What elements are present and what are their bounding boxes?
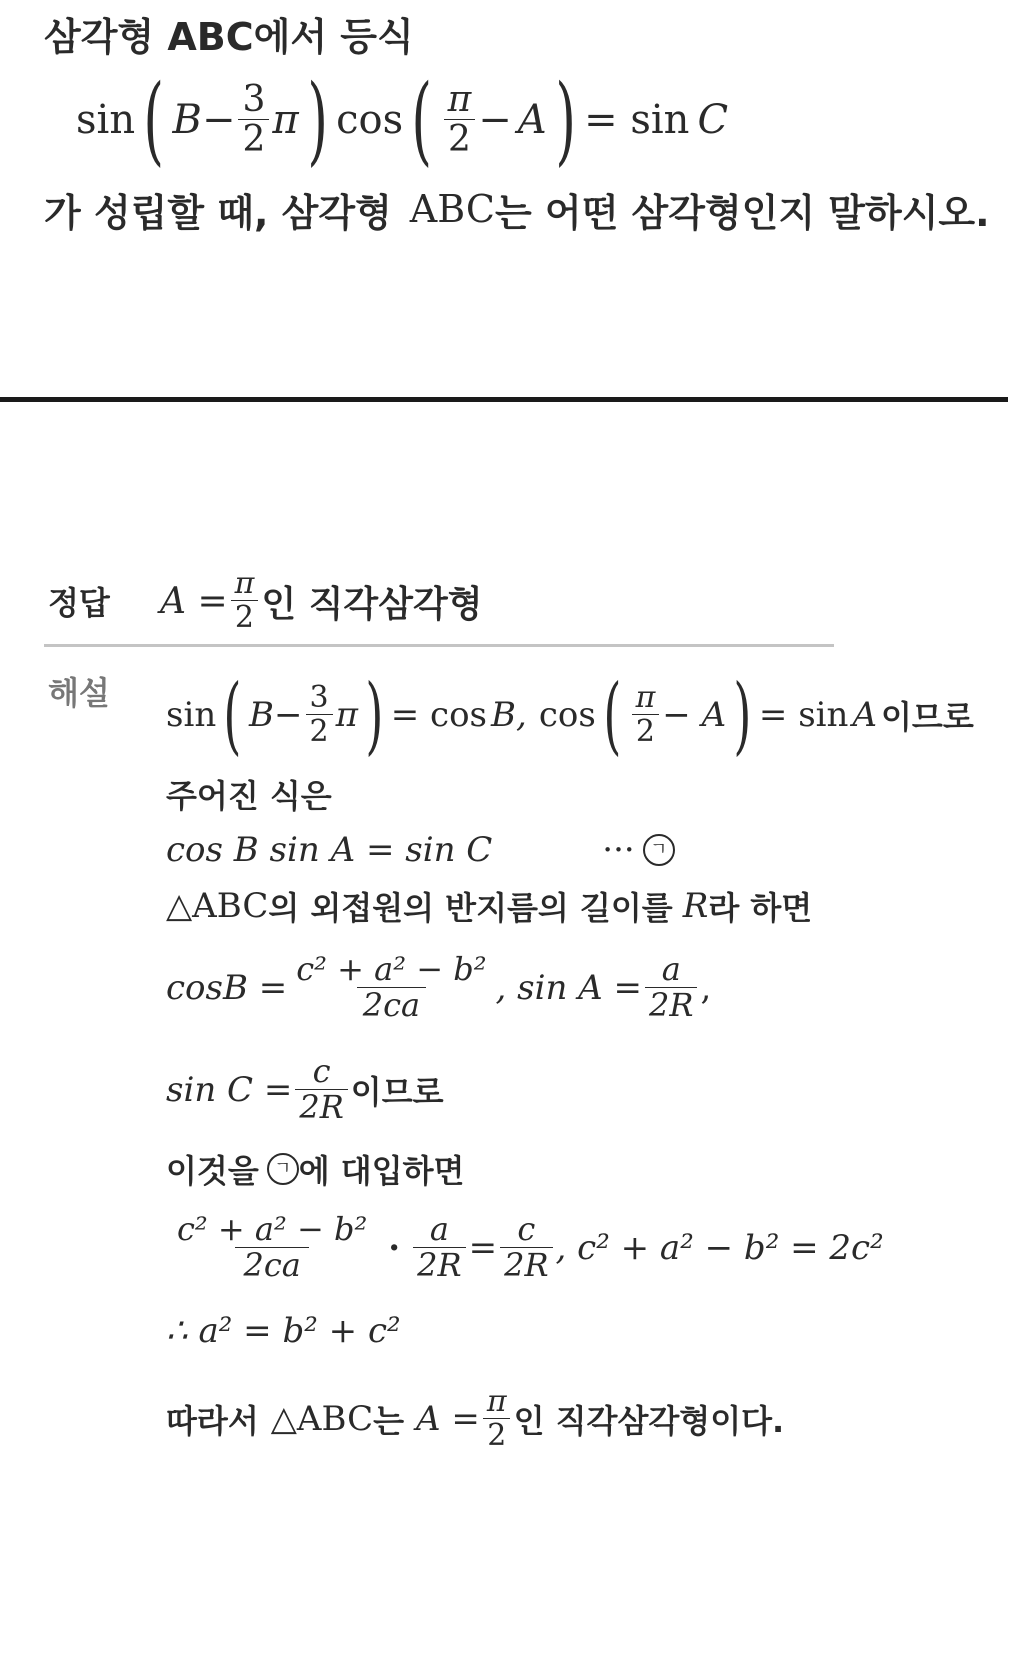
problem-intro bbox=[44, 8, 414, 58]
sinC-eq: sin C = bbox=[166, 1070, 293, 1110]
line-tail: 이므로 bbox=[881, 698, 974, 736]
minus-sign: − bbox=[274, 695, 303, 735]
fraction-pi-over-2 bbox=[231, 568, 259, 634]
solution-label: 해설 bbox=[48, 674, 110, 712]
A-eq: A = bbox=[416, 1399, 480, 1439]
denominator: 2 bbox=[444, 119, 475, 160]
numerator: c² + a² − b² bbox=[177, 1210, 368, 1249]
numerator: π bbox=[486, 1384, 507, 1420]
denominator: 2R bbox=[645, 987, 697, 1023]
sin-fn: sin bbox=[76, 97, 136, 143]
denominator: 2ca bbox=[235, 1247, 308, 1283]
right-paren: ) bbox=[555, 64, 576, 176]
cosine-rule-fraction bbox=[290, 950, 492, 1024]
line-text: 이것을 bbox=[166, 1152, 259, 1190]
numerator: c bbox=[517, 1210, 536, 1249]
right-paren: ) bbox=[733, 666, 752, 764]
a-over-2R-fraction bbox=[413, 1210, 465, 1284]
equals-sin: = sin bbox=[758, 695, 849, 735]
solution-line-9 bbox=[166, 1306, 401, 1356]
numerator: π bbox=[635, 680, 656, 716]
answer-rule bbox=[44, 644, 834, 647]
answer-text: 인 직각삼각형 bbox=[261, 583, 483, 625]
solution-line-4 bbox=[166, 882, 812, 930]
section-divider bbox=[0, 397, 1008, 402]
left-paren: ( bbox=[411, 64, 433, 176]
var-B: B bbox=[249, 695, 275, 735]
var-R: R bbox=[682, 886, 709, 926]
pi-symbol: π bbox=[335, 695, 358, 735]
solution-line-3 bbox=[166, 826, 675, 874]
cos-fn: cos bbox=[538, 695, 596, 735]
numerator: c² + a² − b² bbox=[296, 950, 487, 989]
solution-line-8 bbox=[166, 1200, 884, 1296]
circled-mark-icon: ㄱ bbox=[643, 834, 675, 866]
denominator: 2 bbox=[231, 600, 258, 634]
cos-fn: cos bbox=[336, 97, 404, 143]
equals-sign: = bbox=[468, 1228, 498, 1268]
triangle-abc: △ABC bbox=[270, 1399, 374, 1439]
sin-fn: sin bbox=[166, 695, 217, 735]
var-B: B, bbox=[491, 695, 527, 735]
fraction-3-over-2 bbox=[238, 78, 269, 160]
denominator: 2R bbox=[413, 1247, 465, 1283]
ellipsis: ··· bbox=[602, 830, 635, 870]
numerator: π bbox=[447, 78, 472, 120]
denominator: 2 bbox=[238, 119, 269, 160]
line-text: 주어진 식은 bbox=[166, 777, 332, 815]
denominator: 2 bbox=[306, 714, 333, 748]
equals-sin: = sin bbox=[584, 97, 690, 143]
denominator: 2R bbox=[500, 1247, 552, 1283]
numerator: π bbox=[234, 566, 255, 602]
answer-A-eq: A = bbox=[160, 580, 228, 622]
equation-text: , c² + a² − b² = 2c² bbox=[555, 1228, 884, 1268]
line-text: 의 외접원의 반지름의 길이를 bbox=[268, 889, 673, 927]
question-abc: ABC bbox=[409, 187, 495, 231]
var-A: A bbox=[852, 695, 877, 735]
denominator: 2ca bbox=[357, 987, 426, 1023]
answer-label: 정답 bbox=[48, 584, 110, 622]
sinC-fraction bbox=[295, 1052, 347, 1126]
denominator: 2 bbox=[632, 714, 659, 748]
separator: , sin A = bbox=[495, 968, 643, 1008]
fraction-pi-over-2 bbox=[632, 682, 660, 748]
numerator: 3 bbox=[309, 680, 329, 716]
minus-sign: − bbox=[201, 97, 236, 143]
denominator: 2R bbox=[295, 1089, 347, 1125]
var-C: C bbox=[697, 97, 729, 143]
solution-line-10 bbox=[166, 1374, 784, 1464]
numerator: c bbox=[312, 1052, 331, 1091]
solution-line-7 bbox=[166, 1146, 464, 1192]
minus-A: − A bbox=[662, 695, 727, 735]
problem-intro-text: 삼각형 ABC에서 등식 bbox=[44, 14, 414, 59]
question-post: 는 어떤 삼각형인지 말하시오. bbox=[494, 190, 990, 235]
equation-text: cos B sin A = sin C bbox=[166, 830, 493, 870]
denominator: 2 bbox=[483, 1418, 510, 1452]
equals-cos: = cos bbox=[390, 695, 488, 735]
fraction-3-over-2 bbox=[306, 682, 333, 748]
solution-line-5 bbox=[166, 940, 711, 1036]
line-text: 따라서 bbox=[166, 1402, 259, 1440]
line-text: 는 bbox=[373, 1402, 405, 1440]
fraction-pi-over-2 bbox=[483, 1386, 511, 1452]
c-over-2R-fraction bbox=[500, 1210, 552, 1284]
left-paren: ( bbox=[223, 666, 242, 764]
line-text: 에 대입하면 bbox=[298, 1152, 465, 1190]
numerator: 3 bbox=[242, 78, 266, 120]
question-pre: 가 성립할 때, 삼각형 bbox=[44, 190, 392, 235]
comma: , bbox=[700, 968, 712, 1008]
right-paren: ) bbox=[307, 64, 328, 176]
problem-question bbox=[44, 184, 990, 234]
line-tail: 이므로 bbox=[350, 1073, 444, 1111]
multiply-dot: · bbox=[388, 1228, 401, 1268]
sinA-fraction bbox=[645, 950, 697, 1024]
triangle-abc: △ABC bbox=[166, 886, 269, 926]
answer-line bbox=[160, 556, 483, 646]
cosine-rule-fraction bbox=[169, 1210, 375, 1284]
solution-line-1 bbox=[166, 668, 974, 762]
line-text: 라 하면 bbox=[708, 889, 813, 927]
line-text: 인 직각삼각형이다. bbox=[513, 1402, 785, 1440]
left-paren: ( bbox=[603, 666, 622, 764]
conclusion-equation: ∴ a² = b² + c² bbox=[166, 1311, 401, 1351]
var-A: A bbox=[517, 97, 547, 143]
cosB-eq: cosB = bbox=[166, 968, 288, 1008]
numerator: a bbox=[429, 1210, 449, 1249]
solution-line-6 bbox=[166, 1044, 444, 1136]
numerator: a bbox=[661, 950, 681, 989]
fraction-pi-over-2 bbox=[444, 78, 476, 160]
solution-line-2 bbox=[166, 772, 332, 816]
pi-symbol: π bbox=[272, 97, 299, 143]
left-paren: ( bbox=[143, 64, 165, 176]
minus-sign: − bbox=[478, 97, 512, 143]
var-B: B bbox=[172, 97, 202, 143]
problem-equation bbox=[76, 64, 729, 176]
right-paren: ) bbox=[365, 666, 384, 764]
circled-mark-icon: ㄱ bbox=[267, 1153, 299, 1185]
